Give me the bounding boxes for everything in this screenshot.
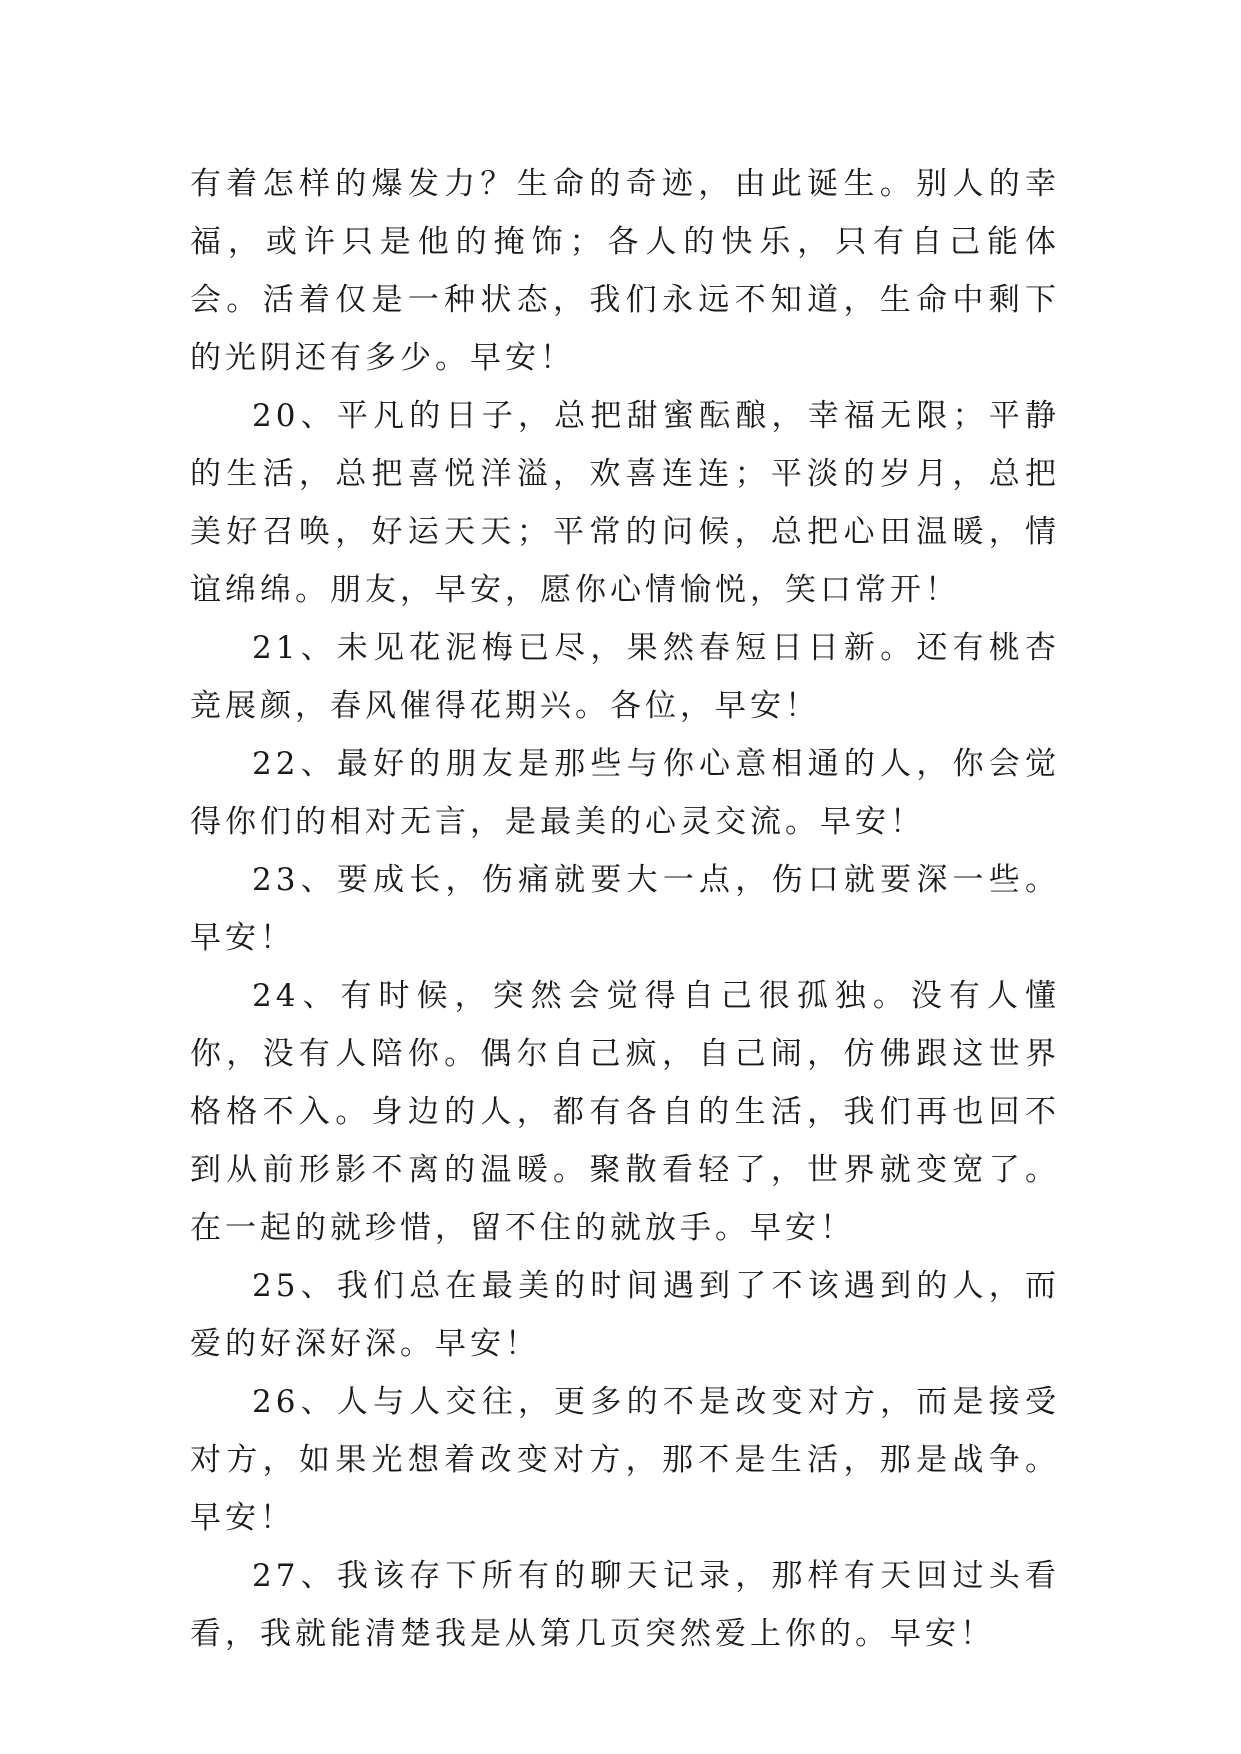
paragraph: 27、我该存下所有的聊天记录，那样有天回过头看看，我就能清楚我是从第几页突然爱上你的。早安！ [190,1558,1060,1652]
paragraph: 22、最好的朋友是那些与你心意相通的人，你会觉得你们的相对无言，是最美的心灵交流。早安！ [190,746,1060,840]
paragraph: 23、要成长，伤痛就要大一点，伤口就要深一些。早安！ [190,862,1060,956]
paragraph: 25、我们总在最美的时间遇到了不该遇到的人，而爱的好深好深。早安！ [190,1268,1060,1362]
paragraph: 有着怎样的爆发力？生命的奇迹，由此诞生。别人的幸福，或许只是他的掩饰；各人的快乐，只有自己能体会。活着仅是一种状态，我们永远不知道，生命中剩下的光阴还有多少。早安！ [190,166,1060,376]
paragraph: 21、未见花泥梅已尽，果然春短日日新。还有桃杏竞展颜，春风催得花期兴。各位，早安！ [190,630,1060,724]
paragraph: 26、人与人交往，更多的不是改变对方，而是接受对方，如果光想着改变对方，那不是生活，那是战争。早安！ [190,1384,1060,1536]
document-body [190,155,1060,1663]
paragraph: 20、平凡的日子，总把甜蜜酝酿，幸福无限；平静的生活，总把喜悦洋溢，欢喜连连；平淡的岁月，总把美好召唤，好运天天；平常的问候，总把心田温暖，情谊绵绵。朋友，早安，愿你心情愉悦，笑口常开！ [190,398,1060,608]
paragraph: 24、有时候，突然会觉得自己很孤独。没有人懂你，没有人陪你。偶尔自己疯，自己闹，仿佛跟这世界格格不入。身边的人，都有各自的生活，我们再也回不到从前形影不离的温暖。聚散看轻了，世界就变宽了。在一起的就珍惜，留不住的就放手。早安！ [190,978,1060,1246]
